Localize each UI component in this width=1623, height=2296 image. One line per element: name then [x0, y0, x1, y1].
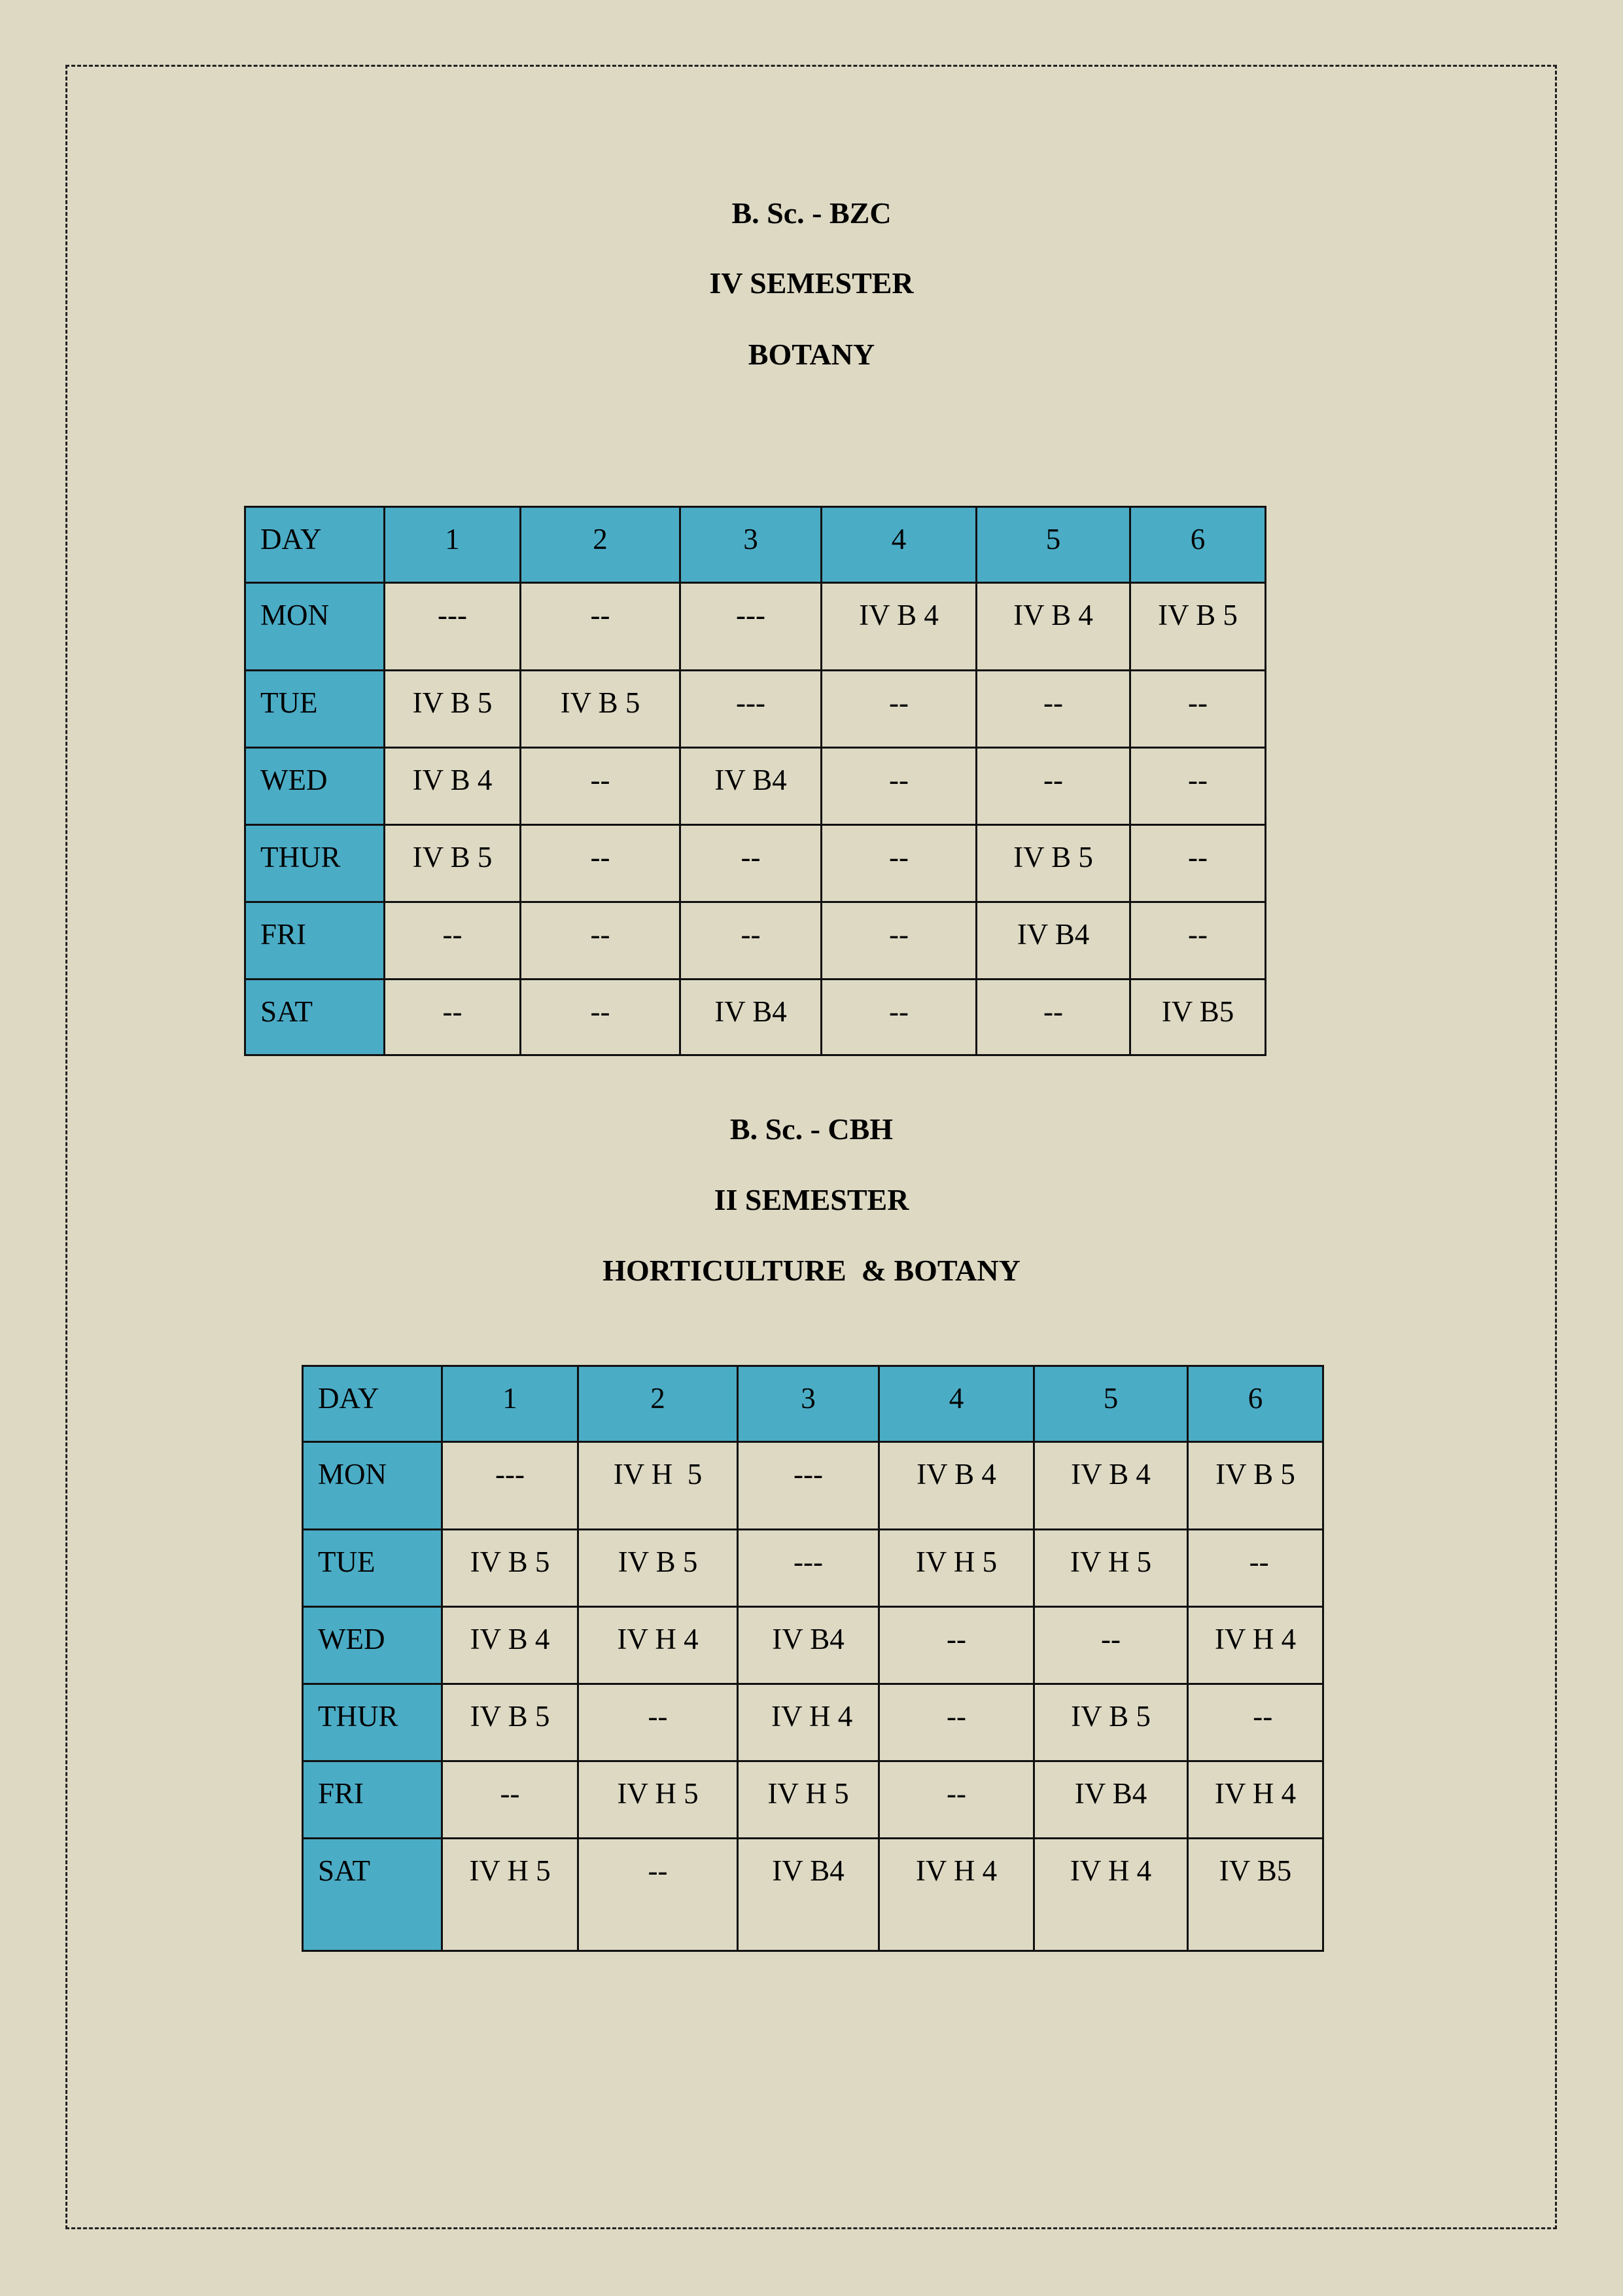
period-cell: --: [578, 1839, 738, 1951]
period-cell: IV B 5: [1188, 1442, 1323, 1530]
period-cell: IV H 5: [1034, 1530, 1188, 1607]
table-row: [303, 1684, 1323, 1761]
table-row: [303, 1442, 1323, 1530]
header-period-cell: 6: [1188, 1366, 1323, 1442]
period-cell: --: [1188, 1684, 1323, 1761]
period-cell: IV B 5: [385, 825, 521, 902]
header-period-cell: 1: [442, 1366, 578, 1442]
period-cell: IV H 4: [1034, 1839, 1188, 1951]
header-period-cell: 5: [1034, 1366, 1188, 1442]
period-cell: --: [879, 1607, 1034, 1684]
day-cell: TUE: [303, 1530, 442, 1607]
period-cell: --: [822, 748, 977, 825]
period-cell: IV B 5: [385, 671, 521, 748]
section1-program-title: B. Sc. - BZC: [731, 196, 892, 230]
period-cell: IV B 4: [879, 1442, 1034, 1530]
day-cell: TUE: [245, 671, 385, 748]
header-day-cell: DAY: [303, 1366, 442, 1442]
period-cell: IV B5: [1188, 1839, 1323, 1951]
day-cell: SAT: [303, 1839, 442, 1951]
period-cell: --: [1188, 1530, 1323, 1607]
period-cell: --: [578, 1684, 738, 1761]
period-cell: --: [521, 748, 680, 825]
table-row: [303, 1530, 1323, 1607]
period-cell: --: [977, 671, 1130, 748]
period-cell: IV H 5: [578, 1442, 738, 1530]
period-cell: IV H 4: [578, 1607, 738, 1684]
period-cell: IV B 4: [822, 583, 977, 671]
period-cell: --: [521, 825, 680, 902]
section2-program-title: B. Sc. - CBH: [729, 1112, 894, 1146]
period-cell: IV H 4: [1188, 1607, 1323, 1684]
section1-semester-title: IV SEMESTER: [709, 266, 914, 300]
period-cell: ---: [738, 1442, 879, 1530]
period-cell: IV B 5: [1034, 1684, 1188, 1761]
day-cell: THUR: [303, 1684, 442, 1761]
period-cell: IV H 4: [738, 1684, 879, 1761]
period-cell: IV B 5: [578, 1530, 738, 1607]
period-cell: IV B 5: [521, 671, 680, 748]
table-row: [245, 980, 1266, 1055]
timetable-horticulture-botany: [302, 1365, 1324, 1952]
period-cell: IV B4: [738, 1839, 879, 1951]
table-row: [303, 1607, 1323, 1684]
period-cell: IV H 4: [1188, 1761, 1323, 1839]
header-row: [303, 1366, 1323, 1442]
period-cell: IV B 4: [977, 583, 1130, 671]
period-cell: IV B 4: [385, 748, 521, 825]
day-cell: MON: [303, 1442, 442, 1530]
period-cell: IV B5: [1130, 980, 1266, 1055]
header-period-cell: 3: [738, 1366, 879, 1442]
timetable-botany: [244, 506, 1266, 1056]
section2-subject-title: HORTICULTURE & BOTANY: [602, 1254, 1021, 1287]
day-cell: FRI: [303, 1761, 442, 1839]
period-cell: IV B 5: [1130, 583, 1266, 671]
period-cell: --: [1034, 1607, 1188, 1684]
period-cell: IV H 4: [879, 1839, 1034, 1951]
table-row: [245, 671, 1266, 748]
period-cell: IV B4: [977, 902, 1130, 980]
period-cell: --: [680, 825, 822, 902]
period-cell: --: [1130, 671, 1266, 748]
period-cell: IV B 5: [442, 1530, 578, 1607]
header-period-cell: 3: [680, 507, 822, 583]
period-cell: --: [822, 671, 977, 748]
header-period-cell: 6: [1130, 507, 1266, 583]
day-cell: FRI: [245, 902, 385, 980]
day-cell: MON: [245, 583, 385, 671]
period-cell: ---: [680, 583, 822, 671]
period-cell: IV B4: [680, 748, 822, 825]
period-cell: --: [521, 902, 680, 980]
section2-semester-title: II SEMESTER: [714, 1183, 909, 1216]
period-cell: IV H 5: [578, 1761, 738, 1839]
period-cell: --: [822, 902, 977, 980]
period-cell: --: [977, 980, 1130, 1055]
day-cell: WED: [245, 748, 385, 825]
period-cell: --: [385, 980, 521, 1055]
period-cell: IV B 4: [1034, 1442, 1188, 1530]
period-cell: ---: [385, 583, 521, 671]
table-row: [245, 902, 1266, 980]
period-cell: IV B 5: [442, 1684, 578, 1761]
period-cell: IV B4: [680, 980, 822, 1055]
period-cell: --: [680, 902, 822, 980]
period-cell: --: [879, 1761, 1034, 1839]
table-row: [245, 583, 1266, 671]
header-day-cell: DAY: [245, 507, 385, 583]
header-period-cell: 4: [822, 507, 977, 583]
header-period-cell: 2: [578, 1366, 738, 1442]
period-cell: --: [442, 1761, 578, 1839]
period-cell: --: [1130, 902, 1266, 980]
period-cell: ---: [442, 1442, 578, 1530]
table-row: [245, 825, 1266, 902]
period-cell: --: [822, 980, 977, 1055]
period-cell: IV H 5: [879, 1530, 1034, 1607]
period-cell: --: [385, 902, 521, 980]
period-cell: IV B 5: [977, 825, 1130, 902]
period-cell: --: [822, 825, 977, 902]
period-cell: IV B4: [1034, 1761, 1188, 1839]
table-row: [245, 748, 1266, 825]
day-cell: THUR: [245, 825, 385, 902]
day-cell: SAT: [245, 980, 385, 1055]
period-cell: --: [977, 748, 1130, 825]
period-cell: --: [521, 980, 680, 1055]
table-row: [303, 1839, 1323, 1951]
period-cell: --: [1130, 748, 1266, 825]
period-cell: --: [521, 583, 680, 671]
period-cell: IV B 4: [442, 1607, 578, 1684]
header-period-cell: 5: [977, 507, 1130, 583]
header-period-cell: 4: [879, 1366, 1034, 1442]
period-cell: IV H 5: [442, 1839, 578, 1951]
header-row: [245, 507, 1266, 583]
period-cell: IV B4: [738, 1607, 879, 1684]
header-period-cell: 1: [385, 507, 521, 583]
day-cell: WED: [303, 1607, 442, 1684]
period-cell: --: [879, 1684, 1034, 1761]
period-cell: --: [1130, 825, 1266, 902]
header-period-cell: 2: [521, 507, 680, 583]
period-cell: IV H 5: [738, 1761, 879, 1839]
period-cell: ---: [680, 671, 822, 748]
section1-subject-title: BOTANY: [748, 338, 875, 371]
table-row: [303, 1761, 1323, 1839]
period-cell: ---: [738, 1530, 879, 1607]
